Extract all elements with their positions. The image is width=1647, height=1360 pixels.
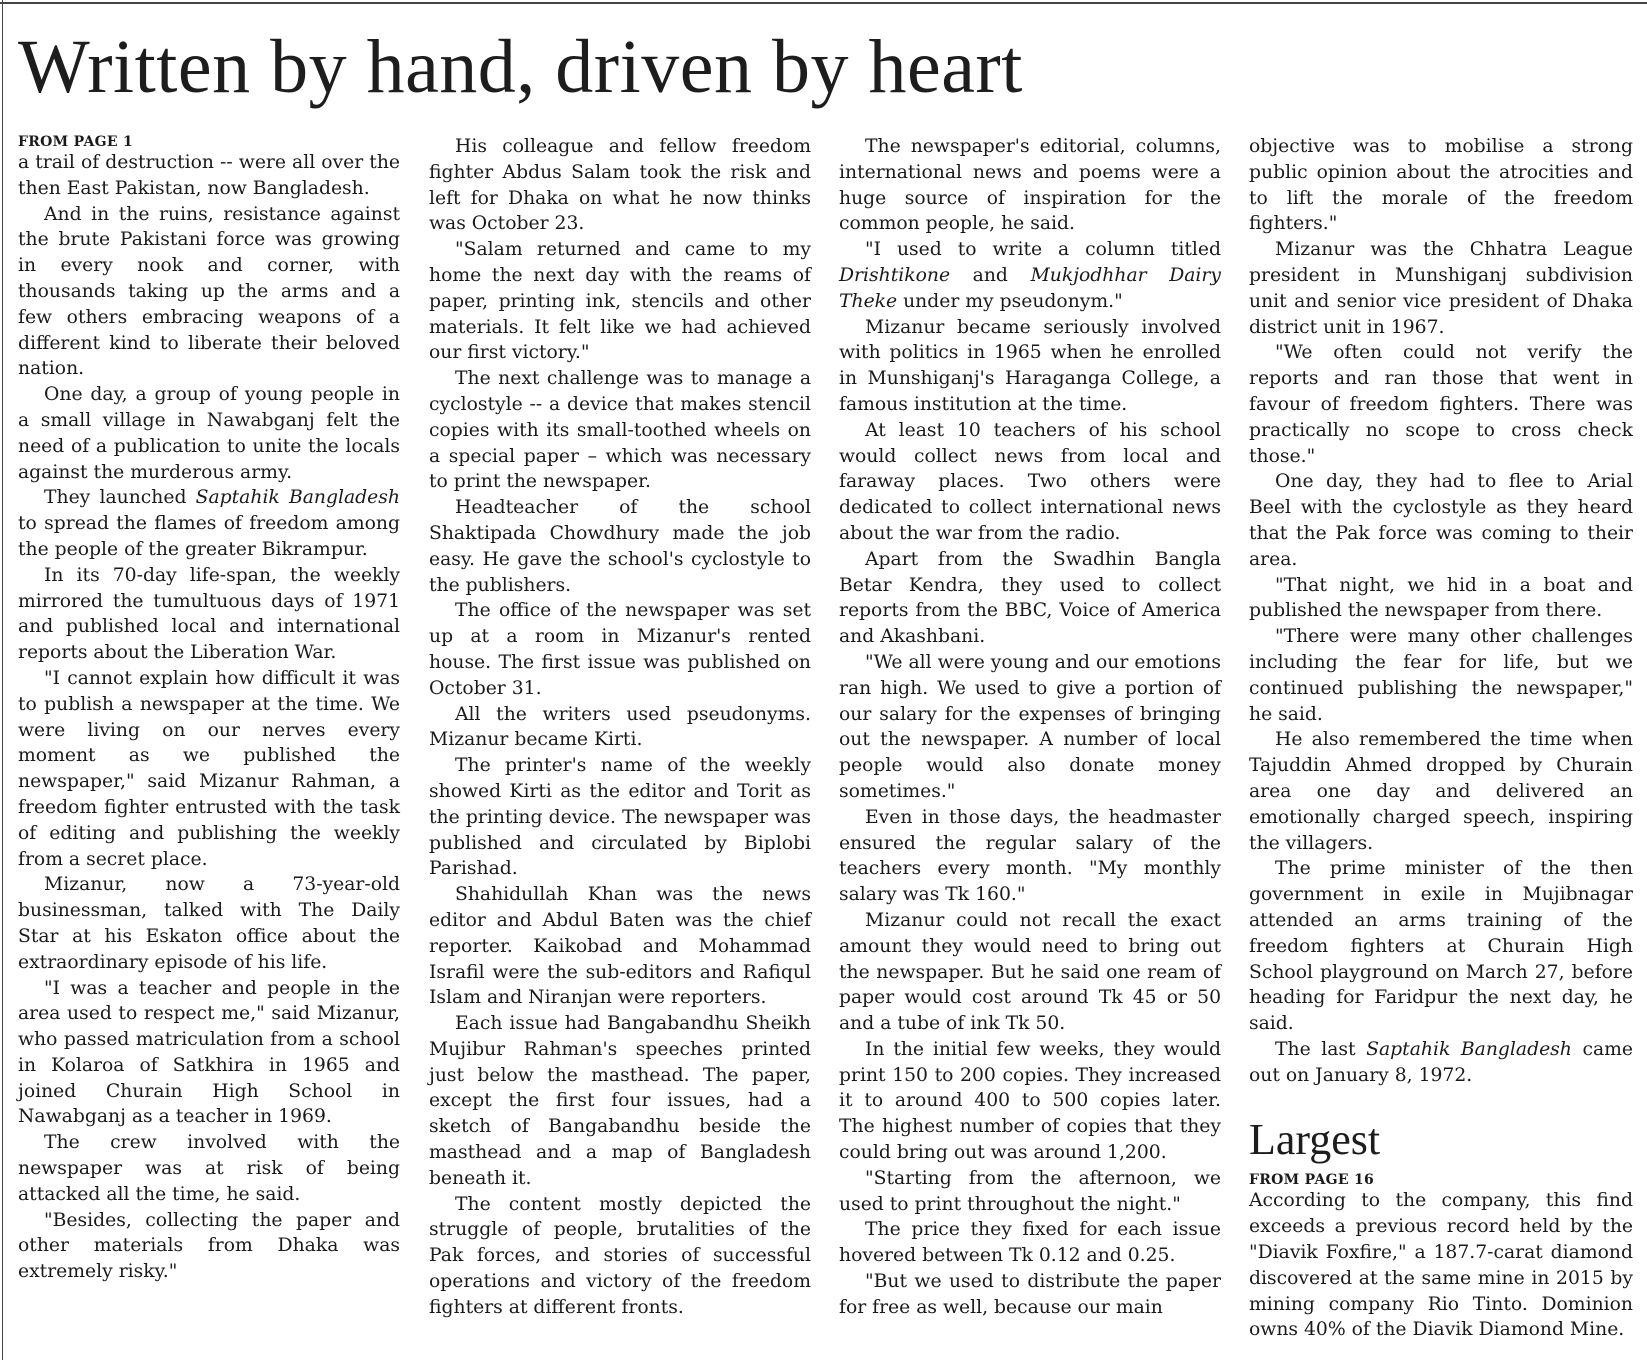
paragraph: Mizanur could not recall the exact amount they would need to bring out the newspaper. But he said one ream of paper would cost around Tk 45 or 50 and a tube of ink Tk 50. — [839, 909, 1221, 1035]
paragraph: The printer's name of the weekly showed Kirti as the editor and Torit as the printing device. The newspaper was published and circulated by Biplobi Parishad. — [429, 755, 811, 880]
article-column-3 — [839, 134, 1221, 1321]
text-run: and — [950, 264, 1031, 286]
paragraph: "We often could not verify the reports and ran those that went in favour of freedom fighters. There was practically no scope to cross check those." — [1249, 342, 1633, 467]
paragraph — [839, 237, 1221, 314]
paragraph — [1249, 1037, 1633, 1089]
column-title: Mukjodhhar Dairy Theke — [839, 264, 1221, 312]
paragraph: Mizanur, now a 73-year-old businessman, talked with The Daily Star at his Eskaton office about the extraordinary episode of his life. — [18, 874, 400, 973]
paragraph: The crew involved with the newspaper was at risk of being attacked all the time, he said. — [18, 1132, 400, 1205]
paragraph: Even in those days, the headmaster ensured the regular salary of the teachers every month. "My monthly salary was Tk 160." — [839, 806, 1221, 906]
top-rule — [0, 2, 1647, 4]
article-headline: Written by hand, driven by heart — [18, 25, 1023, 109]
paragraph: And in the ruins, resistance against the brute Pakistani force was growing in every nook and corner, with thousands taking up the arms and a few others embracing weapons of a different kind to liberate their beloved nation. — [18, 203, 400, 380]
text-run: The last — [1275, 1038, 1367, 1060]
paragraph: His colleague and fellow freedom fighter Abdus Salam took the risk and left for Dhaka on what he now thinks was October 23. — [429, 136, 811, 235]
paragraph: "We all were young and our emotions ran high. We used to give a portion of our salary for the expenses of bringing out the newspaper. A number of local people would also donate money sometimes." — [839, 651, 1221, 802]
paragraph: "Besides, collecting the paper and other materials from Dhaka was extremely risky." — [18, 1209, 400, 1283]
paragraph: a trail of destruction -- were all over the then East Pakistan, now Bangladesh. — [18, 152, 400, 199]
paragraph: The office of the newspaper was set up at a room in Mizanur's rented house. The first issue was published on October 31. — [429, 600, 811, 699]
paragraph: At least 10 teachers of his school would collect news from local and faraway places. Two others were dedicated to collect international news about the war from the radio. — [839, 419, 1221, 544]
paragraph: "I cannot explain how difficult it was to publish a newspaper at the time. We were living on our nerves every moment as we published the newspaper," said Mizanur Rahman, a freedom fighter entrusted with the task of editing and publishing the weekly from a secret place. — [18, 667, 400, 870]
paragraph: All the writers used pseudonyms. Mizanur became Kirti. — [429, 703, 811, 751]
second-article-headline: Largest — [1249, 1115, 1381, 1165]
publication-name: Saptahik Bangladesh — [1366, 1038, 1572, 1060]
paragraph: In the initial few weeks, they would print 150 to 200 copies. They increased it to around 400 to 500 copies later. The highest number of copies that they could bring out was around 1,200. — [839, 1038, 1221, 1164]
paragraph: In its 70-day life-span, the weekly mirrored the tumultuous days of 1971 and published local and international reports about the Liberation War. — [18, 564, 400, 664]
text-run: "I used to write a column titled — [865, 239, 1221, 261]
paragraph: "But we used to distribute the paper for free as well, because our main — [839, 1271, 1221, 1318]
left-rule — [2, 0, 3, 1360]
paragraph: "I was a teacher and people in the area used to respect me," said Mizanur, who passed matriculation from a school in Kolaroa of Satkhira in 1965 and joined Churain High School in Nawabganj as a teacher in 1969. — [18, 977, 400, 1128]
text-run: to spread the flames of freedom among the people of the greater Bikrampur. — [18, 513, 400, 560]
paragraph: One day, they had to flee to Arial Beel with the cyclostyle as they heard that the Pak force was coming to their area. — [1249, 471, 1633, 570]
paragraph: The next challenge was to manage a cyclostyle -- a device that makes stencil copies with its small-toothed wheels on a special paper – which was necessary to print the newspaper. — [429, 368, 811, 493]
publication-name: Saptahik Bangladesh — [195, 487, 400, 509]
paragraph: One day, a group of young people in a small village in Nawabganj felt the need of a publication to unite the locals against the murderous army. — [18, 384, 400, 483]
paragraph: Mizanur was the Chhatra League president in Munshiganj subdivision unit and senior vice president of Dhaka district unit in 1967. — [1249, 239, 1633, 338]
paragraph: objective was to mobilise a strong public opinion about the atrocities and to lift the morale of the freedom fighters." — [1249, 136, 1633, 235]
article-column-4 — [1249, 134, 1633, 1343]
paragraph: "Starting from the afternoon, we used to print throughout the night." — [839, 1167, 1221, 1215]
paragraph — [18, 485, 400, 562]
text-run: under my pseudonym." — [897, 290, 1123, 312]
paragraph: The content mostly depicted the struggle of people, brutalities of the Pak forces, and stories of successful operations and victory of the freedom fighters at different fronts. — [429, 1193, 811, 1318]
paragraph: The newspaper's editorial, columns, international news and poems were a huge source of inspiration for the common people, he said. — [839, 136, 1221, 235]
article-column-2 — [429, 134, 811, 1321]
article-column-1 — [18, 134, 400, 1285]
continuation-label: FROM PAGE 1 — [18, 134, 134, 150]
second-article-continuation-label: FROM PAGE 16 — [1249, 1172, 1375, 1189]
paragraph: Headteacher of the school Shaktipada Chowdhury made the job easy. He gave the school's cyclostyle to the publishers. — [429, 497, 811, 596]
paragraph: "There were many other challenges including the fear for life, but we continued publishing the newspaper," he said. — [1249, 626, 1633, 725]
paragraph: Mizanur became seriously involved with politics in 1965 when he enrolled in Munshiganj's Haraganga College, a famous institution at the time. — [839, 316, 1221, 415]
paragraph: "Salam returned and came to my home the next day with the reams of paper, printing ink, stencils and other materials. It felt like we had achieved our first victory." — [429, 239, 811, 364]
paragraph: The price they fixed for each issue hovered between Tk 0.12 and 0.25. — [839, 1219, 1221, 1267]
text-run: came out on January 8, 1972. — [1249, 1038, 1634, 1086]
second-article-body: According to the company, this find exceeds a previous record held by the "Diavik Foxfire," a 187.7-carat diamond discovered at the same mine in 2015 by mining company Rio Tinto. Dominion owns 40% of the Diavik Diamond Mine. — [1249, 1190, 1633, 1341]
paragraph: The prime minister of the then government in exile in Mujibnagar attended an arms training of the freedom fighters at Churain High School playground on March 27, before heading for Faridpur the next day, he said. — [1249, 858, 1633, 1035]
paragraph: Each issue had Bangabandhu Sheikh Mujibur Rahman's speeches printed just below the masthead. The paper, except the first four issues, had a sketch of Bangabandhu beside the masthead and a map of Bangladesh beneath it. — [429, 1013, 811, 1189]
text-run: They launched — [44, 487, 196, 509]
paragraph: He also remembered the time when Tajuddin Ahmed dropped by Churain area one day and delivered an emotionally charged speech, inspiring the villagers. — [1249, 729, 1633, 854]
column-title: Drishtikone — [839, 264, 951, 286]
paragraph: Apart from the Swadhin Bangla Betar Kendra, they used to collect reports from the BBC, Voice of America and Akashbani. — [839, 548, 1221, 648]
paragraph: "That night, we hid in a boat and published the newspaper from there. — [1249, 574, 1633, 622]
paragraph: Shahidullah Khan was the news editor and Abdul Baten was the chief reporter. Kaikobad and Mohammad Israfil were the sub-editors and Rafiqul Islam and Niranjan were reporters. — [429, 884, 811, 1009]
